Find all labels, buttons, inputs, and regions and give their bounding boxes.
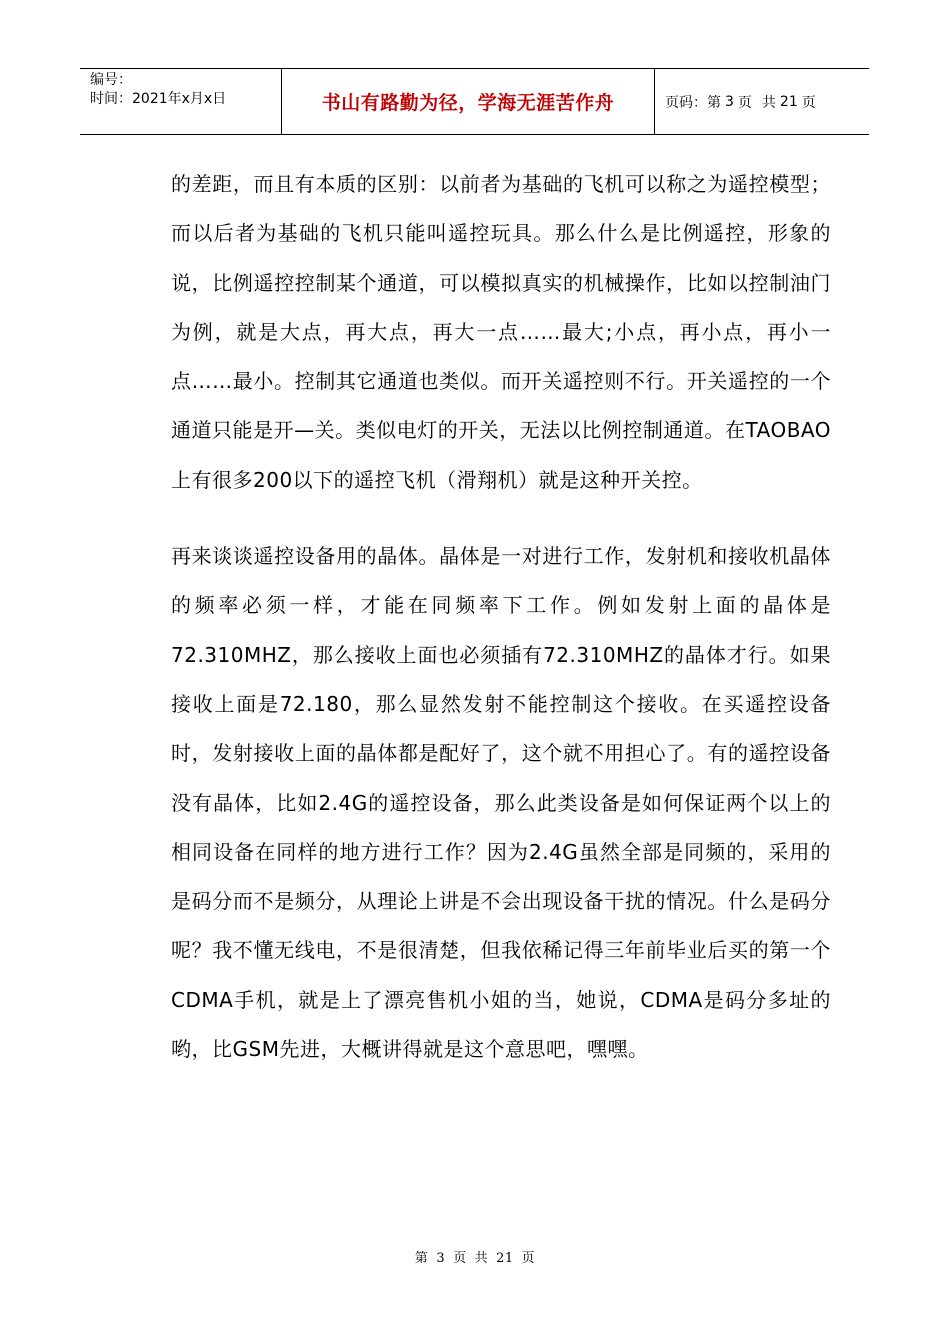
footer-current-page: 3 xyxy=(436,1251,446,1266)
header-motto-cell xyxy=(282,69,655,134)
header-page-current: 3 xyxy=(725,93,734,110)
document-number-label: 编号： xyxy=(90,72,132,88)
header-meta-cell xyxy=(80,69,282,134)
header-total-label: 共 xyxy=(761,94,776,111)
document-body xyxy=(171,160,831,1074)
footer-total-prefix: 共 xyxy=(474,1251,489,1266)
header-page-label: 页码：第 xyxy=(665,94,721,111)
header-page-cell xyxy=(655,69,869,134)
header-motto: 书山有路勤为径，学海无涯苦作舟 xyxy=(321,92,615,114)
page-header xyxy=(80,68,869,135)
footer-unit: 页 xyxy=(453,1251,467,1266)
document-time-label: 时间：2021年x月x日 xyxy=(90,91,227,107)
header-page-unit: 页 xyxy=(737,94,752,111)
paragraph-crystal: 再来谈谈遥控设备用的晶体。晶体是一对进行工作，发射机和接收机晶体的频率必须一样，才能在同频率下工作。例如发射上面的晶体是72.310MHZ，那么接收上面也必须插有72.310MHZ的晶体才行。如果接收上面是72.180，那么显然发射不能控制这个接收。在买遥控设备时，发射接收上面的晶体都是配好了，这个就不用担心了。有的遥控设备没有晶体，比如2.4G的遥控设备，那么此类设备是如何保证两个以上的相同设备在同样的地方进行工作？因为2.4G虽然全部是同频的，采用的是码分而不是频分，从理论上讲是不会出现设备干扰的情况。什么是码分呢？我不懂无线电，不是很清楚，但我依稀记得三年前毕业后买的第一个CDMA手机，就是上了漂亮售机小姐的当，她说，CDMA是码分多址的哟，比GSM先进，大概讲得就是这个意思吧，嘿嘿。 xyxy=(171,544,831,1062)
page-footer xyxy=(0,1247,950,1266)
header-page-total: 21 xyxy=(779,93,798,110)
footer-prefix: 第 xyxy=(414,1251,429,1266)
header-total-unit: 页 xyxy=(801,94,816,111)
paragraph-proportional-control: 的差距，而且有本质的区别：以前者为基础的飞机可以称之为遥控模型；而以后者为基础的飞机只能叫遥控玩具。那么什么是比例遥控，形象的说，比例遥控控制某个通道，可以模拟真实的机械操作，比如以控制油门为例，就是大点，再大点，再大一点……最大;小点，再小点，再小一点……最小。控制其它通道也类似。而开关遥控则不行。开关遥控的一个通道只能是开—关。类似电灯的开关，无法以比例控制通道。在TAOBAO上有很多200以下的遥控飞机（滑翔机）就是这种开关控。 xyxy=(171,172,831,492)
footer-total-unit: 页 xyxy=(521,1251,536,1266)
footer-total-pages: 21 xyxy=(496,1251,514,1266)
